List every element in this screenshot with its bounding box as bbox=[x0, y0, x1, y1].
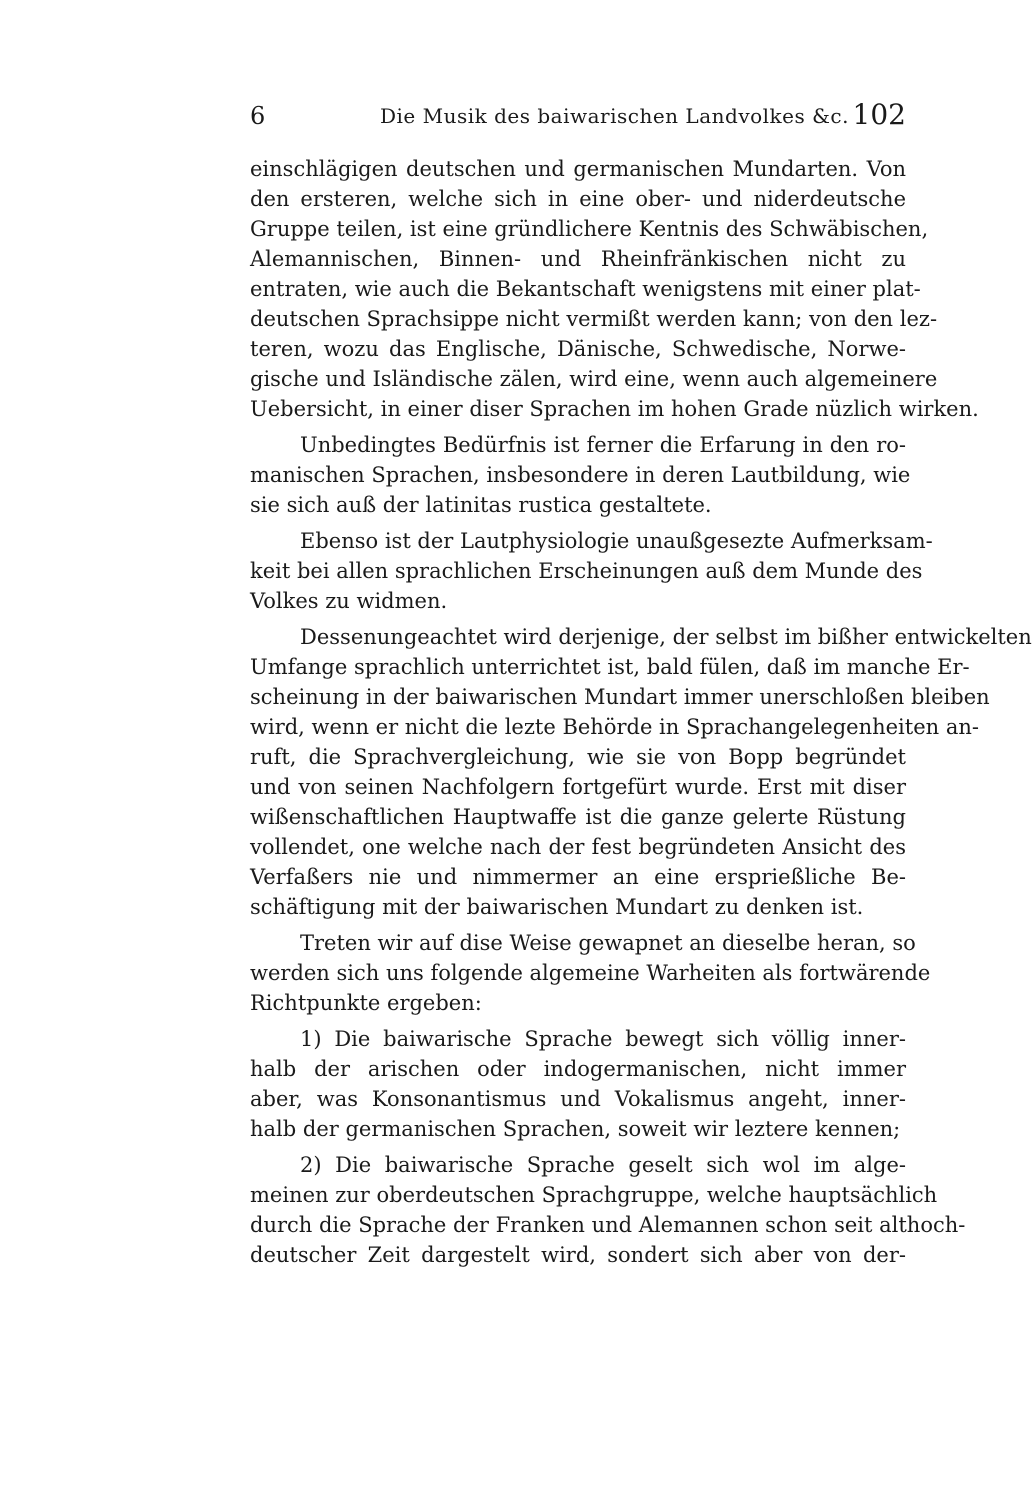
page-number-left: 6 bbox=[250, 102, 266, 130]
text-line: durch die Sprache der Franken und Alemannen schon seit althoch- bbox=[250, 1213, 966, 1237]
running-title: Die Musik des baiwarischen Landvolkes &c. bbox=[380, 104, 849, 128]
body-text bbox=[250, 154, 1032, 1270]
text-line: Alemannischen, Binnen- und Rheinfränkischen nicht zu bbox=[250, 247, 906, 271]
text-line: Umfange sprachlich unterrichtet ist, bald fülen, daß im manche Er- bbox=[250, 655, 970, 679]
text-line: Volkes zu widmen. bbox=[250, 589, 448, 613]
text-line: Uebersicht, in einer diser Sprachen im hohen Grade nüzlich wirken. bbox=[250, 397, 979, 421]
text-line: Richtpunkte ergeben: bbox=[250, 991, 482, 1015]
text-line: Gruppe teilen, ist eine gründlichere Kentnis des Schwäbischen, bbox=[250, 217, 929, 241]
text-line: deutscher Zeit dargestelt wird, sondert sich aber von der- bbox=[250, 1243, 906, 1267]
text-line: ruft, die Sprachvergleichung, wie sie von Bopp begründet bbox=[250, 745, 906, 769]
text-line: vollendet, one welche nach der fest begründeten Ansicht des bbox=[250, 835, 906, 859]
text-line: gische und Isländische zälen, wird eine, wenn auch algemeinere bbox=[250, 367, 938, 391]
text-line: schäftigung mit der baiwarischen Mundart zu denken ist. bbox=[250, 895, 864, 919]
paragraph bbox=[250, 154, 979, 424]
text-line: halb der germanischen Sprachen, soweit wir leztere kennen; bbox=[250, 1117, 901, 1141]
text-line: 2) Die baiwarische Sprache geselt sich wol im alge- bbox=[300, 1153, 906, 1177]
text-line: Treten wir auf dise Weise gewapnet an dieselbe heran, so bbox=[300, 931, 916, 955]
text-line: 1) Die baiwarische Sprache bewegt sich völlig inner- bbox=[300, 1027, 906, 1051]
text-line: halb der arischen oder indogermanischen, nicht immer bbox=[250, 1057, 906, 1081]
text-line: Verfaßers nie und nimmermer an eine ersprießliche Be- bbox=[250, 865, 906, 889]
text-line: entraten, wie auch die Bekantschaft wenigstens mit einer plat- bbox=[250, 277, 921, 301]
text-line: sie sich auß der latinitas rustica gestaltete. bbox=[250, 493, 712, 517]
text-line: deutschen Sprachsippe nicht vermißt werden kann; von den lez- bbox=[250, 307, 938, 331]
text-line: wißenschaftlichen Hauptwaffe ist die ganze gelerte Rüstung bbox=[250, 805, 906, 829]
text-line: Unbedingtes Bedürfnis ist ferner die Erfarung in den ro- bbox=[300, 433, 906, 457]
text-line: Dessenungeachtet wird derjenige, der selbst im bißher entwickelten bbox=[300, 625, 1032, 649]
text-line: den ersteren, welche sich in eine ober- und niderdeutsche bbox=[250, 187, 906, 211]
paragraph bbox=[250, 1150, 966, 1270]
text-line: aber, was Konsonantismus und Vokalismus angeht, inner- bbox=[250, 1087, 906, 1111]
page-number-right: 102 bbox=[852, 98, 906, 131]
text-line: Ebenso ist der Lautphysiologie unaußgesezte Aufmerksam- bbox=[300, 529, 933, 553]
paragraph bbox=[250, 622, 1032, 922]
paragraph bbox=[250, 1024, 906, 1144]
text-line: scheinung in der baiwarischen Mundart immer unerschloßen bleiben bbox=[250, 685, 990, 709]
paragraph bbox=[250, 526, 933, 616]
text-line: meinen zur oberdeutschen Sprachgruppe, welche hauptsächlich bbox=[250, 1183, 938, 1207]
page-header bbox=[250, 96, 906, 136]
text-line: teren, wozu das Englische, Dänische, Schwedische, Norwe- bbox=[250, 337, 906, 361]
text-line: manischen Sprachen, insbesondere in deren Lautbildung, wie bbox=[250, 463, 911, 487]
text-line: einschlägigen deutschen und germanischen Mundarten. Von bbox=[250, 157, 906, 181]
text-line: werden sich uns folgende algemeine Warheiten als fortwärende bbox=[250, 961, 931, 985]
text-line: und von seinen Nachfolgern fortgefürt wurde. Erst mit diser bbox=[250, 775, 906, 799]
paragraph bbox=[250, 430, 911, 520]
text-line: keit bei allen sprachlichen Erscheinungen auß dem Munde des bbox=[250, 559, 923, 583]
text-line: wird, wenn er nicht die lezte Behörde in Sprachangelegenheiten an- bbox=[250, 715, 979, 739]
paragraph bbox=[250, 928, 931, 1018]
